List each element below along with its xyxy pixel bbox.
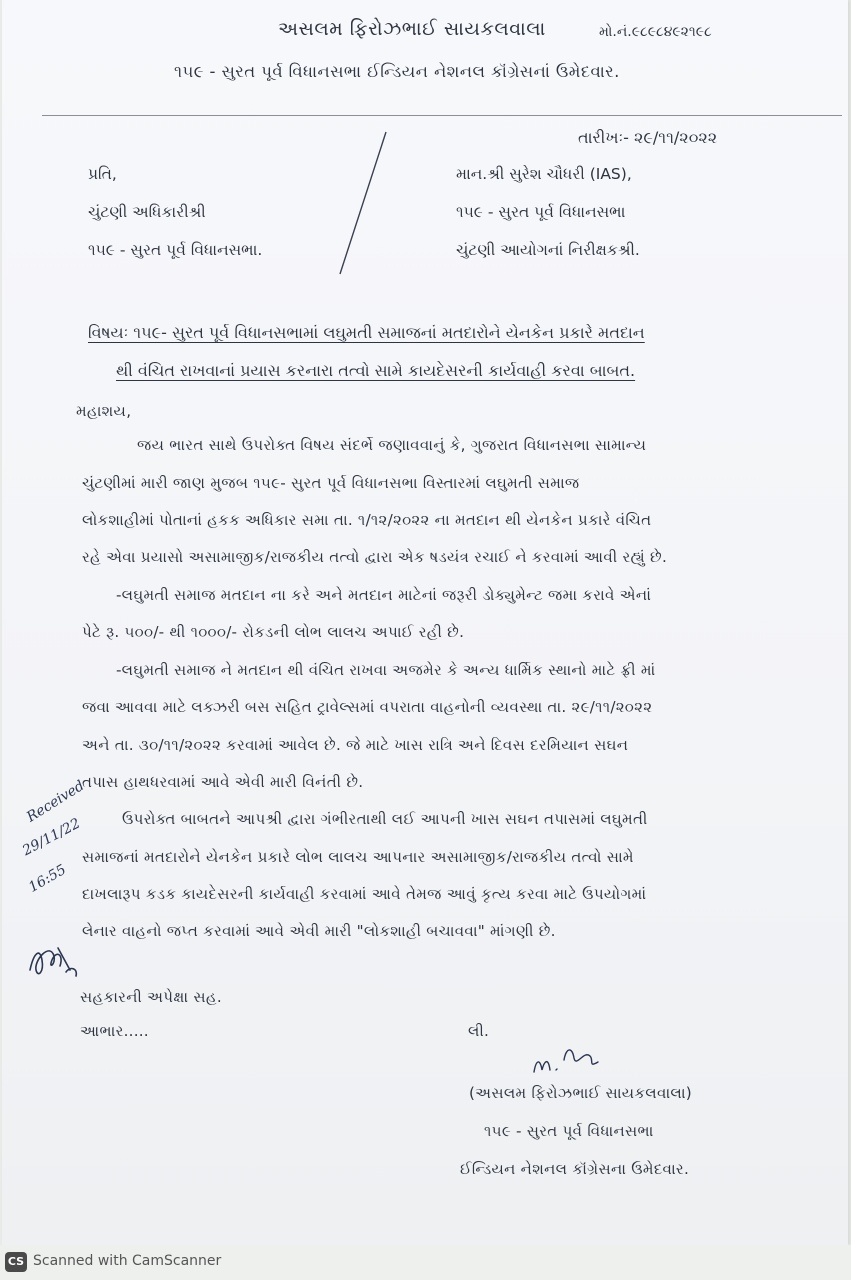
body-line: ચુંટણીમાં મારી જાણ મુજબ ૧૫૯- સુરત પૂર્વ વિધાનસભા વિસ્તારમાં લઘુમતી સમાજ [82,474,580,492]
subject-line-2: થી વંચિત રાખવાનાં પ્રયાસ કરનારા તત્વો સામે કાયદેસરની કાર્યવાહી કરવા બાબત. [116,361,636,380]
recipient-right-line: ચુંટણી આયોગનાં નિરીક્ષકશ્રી. [456,241,640,259]
closing-thanks: આભાર..... [80,1022,149,1040]
body-line: દાખલારૂપ કડક કાયદેસરની કાર્યવાહી કરવામાં આવે તેમજ આવું કૃત્ય કરવા માટે ઉપયોગમાં [82,885,647,903]
letterhead-subtitle: ૧૫૯ - સુરત પૂર્વ વિધાનસભા ઈન્ડિયન નેશનલ કૉંગ્રેસનાં ઉમેદવાર. [174,62,620,81]
recipient-divider-slash [332,128,392,278]
handwritten-initials-signature [24,930,84,990]
recipient-right-line: ૧૫૯ - સુરત પૂર્વ વિધાનસભા [456,203,626,221]
body-line: અને તા. ૩૦/૧૧/૨૦૨૨ કરવામાં આવેલ છે. જે માટે ખાસ રાત્રિ અને દિવસ દરમિયાન સઘન [82,736,629,754]
recipient-left-line: ૧૫૯ - સુરત પૂર્વ વિધાનસભા. [88,241,263,259]
recipient-left-line: પ્રતિ, [88,165,117,183]
scanner-watermark-text: Scanned with CamScanner [33,1253,222,1269]
letter-date: તારીખઃ- ૨૯/૧૧/૨૦૨૨ [578,128,718,147]
author-signature [528,1040,618,1080]
signature-constituency: ૧૫૯ - સુરત પૂર્વ વિધાનસભા [484,1122,654,1140]
body-line: રહે એવા પ્રયાસો અસામાજીક/રાજકીય તત્વો દ્વારા એક ષડયંત્ર રચાઈ ને કરવામાં આવી રહ્યું છે. [82,548,667,566]
closing-li: લી. [468,1022,490,1040]
body-line: -લઘુમતી સમાજ મતદાન ના કરે અને મતદાન માટેનાં જરૂરી ડોક્યુમેન્ટ જમા કરાવે એનાં [116,586,652,604]
body-line: સમાજનાં મતદારોને યેનકેન પ્રકારે લોભ લાલચ આપનાર અસામાજીક/રાજકીય તત્વો સામે [82,848,634,866]
body-line: તપાસ હાથધરવામાં આવે એવી મારી વિનંતી છે. [82,773,364,791]
camscanner-logo-icon: CS [5,1252,27,1272]
body-line: જય ભારત સાથે ઉપરોક્ત વિષય સંદર્ભે જણાવવાનું કે, ગુજરાત વિધાનસભા સામાન્ય [137,436,647,454]
recipient-left-line: ચુંટણી અધિકારીશ્રી [88,203,206,221]
recipient-right-line: માન.શ્રી સુરેશ ચૌધરી (IAS), [456,165,632,183]
salutation: મહાશય, [76,402,132,420]
handwritten-received: Received [24,777,88,826]
body-line: લોકશાહીમાં પોતાનાં હકક અધિકાર સમા તા. ૧/૧૨/૨૦૨૨ ના મતદાન થી યેનકેન પ્રકારે વંચિત [82,511,652,529]
signature-name: (અસલમ ફિરોઝભાઈ સાયકલવાલા) [469,1084,692,1102]
signature-party: ઈન્ડિયન નેશનલ કૉંગ્રેસના ઉમેદવાર. [460,1160,689,1178]
body-line: પેટે રૂ. ૫૦૦/- થી ૧૦૦૦/- રોકડની લોભ લાલચ અપાઈ રહી છે. [82,623,465,641]
letter-page [2,0,848,1245]
header-divider [42,115,842,116]
body-line: -લઘુમતી સમાજ ને મતદાન થી વંચિત રાખવા અજમેર કે અન્ય ધાર્મિક સ્થાનો માટે ફ્રી માં [116,661,656,679]
handwritten-time: 16:55 [26,861,69,896]
letterhead-name: અસલમ ફિરોઝભાઈ સાયકલવાલા [278,18,546,40]
body-line: ઉપરોક્ત બાબતને આપશ્રી દ્વારા ગંભીરતાથી લઈ આપની ખાસ સઘન તપાસમાં લઘુમતી [122,810,648,828]
handwritten-date: 29/11/22 [20,815,84,860]
closing-cooperation: સહકારની અપેક્ષા સહ. [80,988,222,1006]
subject-line-1: વિષયઃ ૧૫૯- સુરત પૂર્વ વિધાનસભામાં લઘુમતી સમાજનાં મતદારોને યેનકેન પ્રકારે મતદાન [88,323,645,342]
letterhead-phone: મો.નં.૯૮૯૮૪૯૨૧૯૮ [599,24,712,40]
body-line: લેનાર વાહનો જપ્ત કરવામાં આવે એવી મારી "લોકશાહી બચાવવા" માંગણી છે. [82,922,556,940]
body-line: જવા આવવા માટે લક્ઝરી બસ સહિત ટ્રાવેલ્સમાં વપરાતા વાહનોની વ્યવસ્થા તા. ૨૯/૧૧/૨૦૨૨ [82,698,653,716]
